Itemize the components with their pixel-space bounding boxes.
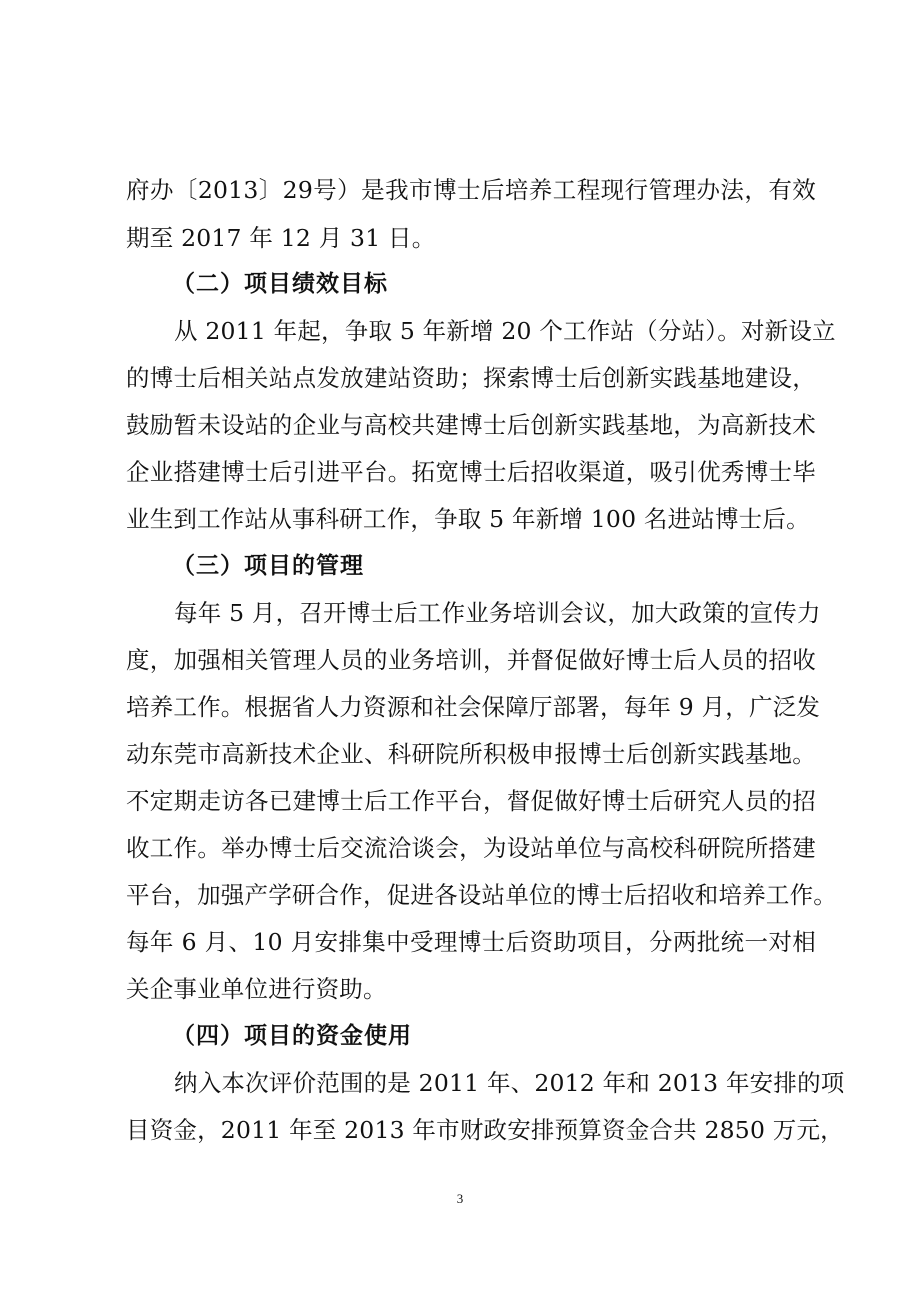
- section-heading: （二）项目绩效目标: [172, 271, 388, 297]
- paragraph-line: 期至 2017 年 12 月 31 日。: [126, 224, 436, 252]
- paragraph-line: 每年 6 月、10 月安排集中受理博士后资助项目，分两批统一对相: [126, 928, 816, 956]
- section-heading: （三）项目的管理: [172, 553, 364, 579]
- paragraph-line: 纳入本次评价范围的是 2011 年、2012 年和 2013 年安排的项: [174, 1069, 845, 1097]
- paragraph-line: 鼓励暂未设站的企业与高校共建博士后创新实践基地，为高新技术: [126, 411, 816, 439]
- page-number: 3: [456, 1191, 464, 1206]
- paragraph-line: 动东莞市高新技术企业、科研院所积极申报博士后创新实践基地。: [126, 740, 816, 768]
- paragraph-line: 不定期走访各已建博士后工作平台，督促做好博士后研究人员的招: [126, 787, 816, 815]
- paragraph-line: 业生到工作站从事科研工作，争取 5 年新增 100 名进站博士后。: [126, 505, 810, 533]
- paragraph-line: 收工作。举办博士后交流洽谈会，为设站单位与高校科研院所搭建: [126, 834, 816, 862]
- paragraph-line: 企业搭建博士后引进平台。拓宽博士后招收渠道，吸引优秀博士毕: [126, 458, 816, 486]
- paragraph-line: 度，加强相关管理人员的业务培训，并督促做好博士后人员的招收: [126, 646, 816, 674]
- paragraph-line: 平台，加强产学研合作，促进各设站单位的博士后招收和培养工作。: [126, 881, 837, 909]
- paragraph-line: 每年 5 月，召开博士后工作业务培训会议，加大政策的宣传力: [174, 599, 821, 627]
- paragraph-line: 从 2011 年起，争取 5 年新增 20 个工作站（分站）。对新设立: [174, 317, 836, 345]
- paragraph-line: 关企事业单位进行资助。: [126, 975, 387, 1003]
- paragraph-line: 培养工作。根据省人力资源和社会保障厅部署，每年 9 月，广泛发: [126, 693, 821, 721]
- paragraph-line: 的博士后相关站点发放建站资助；探索博士后创新实践基地建设，: [126, 364, 816, 392]
- section-heading: （四）项目的资金使用: [172, 1023, 412, 1049]
- paragraph-line: 府办〔2013〕29号）是我市博士后培养工程现行管理办法，有效: [126, 176, 816, 204]
- paragraph-line: 目资金，2011 年至 2013 年市财政安排预算资金合共 2850 万元，: [126, 1116, 844, 1144]
